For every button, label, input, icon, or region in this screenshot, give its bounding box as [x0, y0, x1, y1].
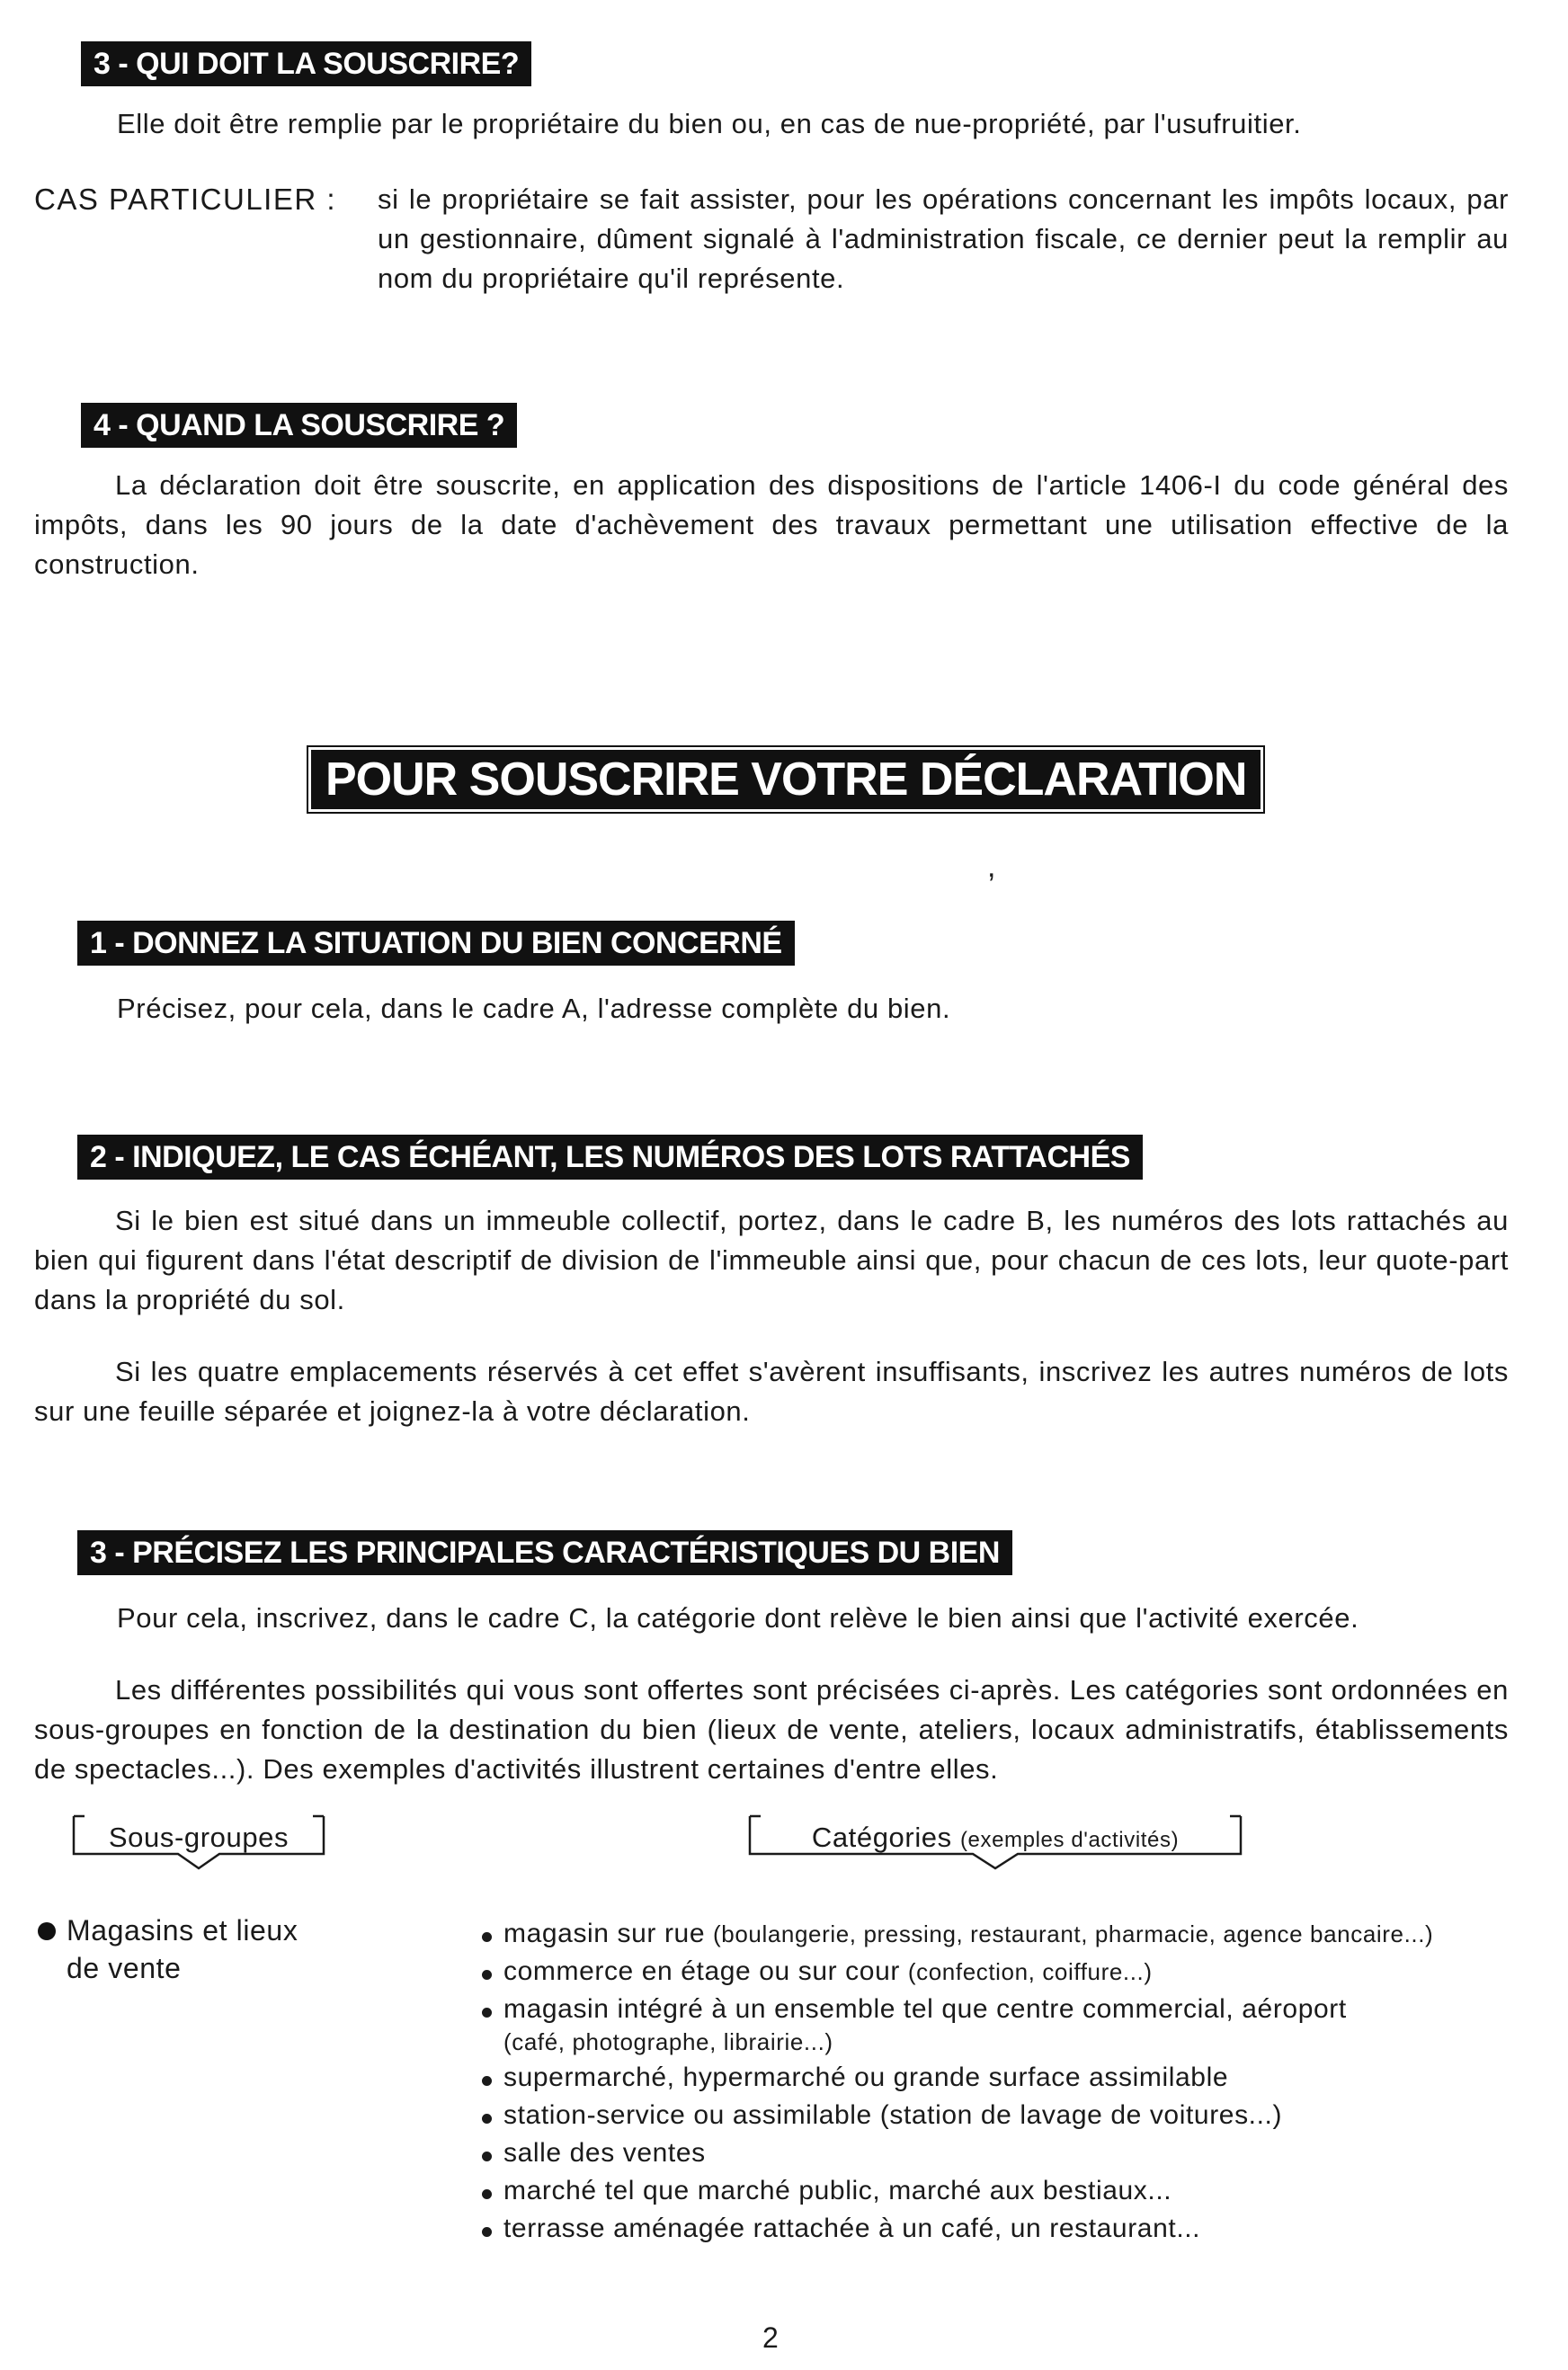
category-main: station-service ou assimilable (station de lavage de voitures...) — [503, 2100, 1283, 2130]
category-sub: (confection, coiffure...) — [907, 1958, 1153, 1985]
category-main: magasin sur rue — [503, 1919, 706, 1948]
category-item — [480, 2061, 1505, 2095]
category-sub: (boulangerie, pressing, restaurant, pharmacie, agence bancaire...) — [713, 1920, 1434, 1947]
category-item — [480, 1917, 1505, 1951]
heading-step1: 1 - DONNEZ LA SITUATION DU BIEN CONCERNÉ — [77, 921, 795, 966]
cas-particulier-label: CAS PARTICULIER : — [34, 183, 337, 216]
step1-text: Précisez, pour cela, dans le cadre A, l'adresse complète du bien. — [117, 993, 951, 1024]
heading-qui-doit-souscrire: 3 - QUI DOIT LA SOUSCRIRE? — [81, 41, 531, 86]
quand-text: La déclaration doit être souscrite, en application des dispositions de l'article 1406-I du code général des impôts, dans les 90 jours de la date d'achèvement des travaux permettant une utilisation effective de la construction. — [34, 469, 1509, 580]
categories-note: (exemples d'activités) — [959, 1828, 1180, 1852]
heading-step3: 3 - PRÉCISEZ LES PRINCIPALES CARACTÉRISTIQUES DU BIEN — [77, 1530, 1012, 1575]
category-item — [480, 2174, 1505, 2208]
category-item — [480, 1992, 1505, 2057]
categories-label: Catégories — [811, 1822, 952, 1853]
category-item — [480, 2212, 1505, 2246]
step3-text2: Les différentes possibilités qui vous sont offertes sont précisées ci-après. Les catégories sont ordonnées en sous-groupes en fonction de la destination du bien (lieux de vente, ateliers, locaux administratifs, établissements de spectacles...). Des exemples d'activités illustrent certaines d'entre elles. — [34, 1674, 1509, 1785]
category-main: salle des ventes — [503, 2138, 706, 2168]
categories-label-line — [748, 1818, 1243, 1860]
heading-quand-souscrire: 4 - QUAND LA SOUSCRIRE ? — [81, 403, 517, 448]
category-main: magasin intégré à un ensemble tel que centre commercial, aéroport — [503, 1994, 1347, 2024]
category-item — [480, 2136, 1505, 2170]
page-number: 2 — [762, 2321, 780, 2354]
heading-step2: 2 - INDIQUEZ, LE CAS ÉCHÉANT, LES NUMÉROS DES LOTS RATTACHÉS — [77, 1135, 1143, 1180]
category-main: marché tel que marché public, marché aux bestiaux... — [503, 2176, 1172, 2205]
category-main: supermarché, hypermarché ou grande surface assimilable — [503, 2063, 1229, 2092]
cas-particulier-text: si le propriétaire se fait assister, pour les opérations concernant les impôts locaux, par un gestionnaire, dûment signalé à l'administration fiscale, ce dernier peut la remplir au nom du propriétaire qu'il représente. — [378, 183, 1509, 294]
step2-text1: Si le bien est situé dans un immeuble collectif, portez, dans le cadre B, les numéros des lots rattachés au bien qui figurent dans l'état descriptif de division de l'immeuble ainsi que, pour chacun de ces lots, leur quote-part dans la propriété du sol. — [34, 1205, 1509, 1315]
group-bullet-icon — [38, 1922, 56, 1940]
category-item — [480, 1955, 1505, 1989]
category-item — [480, 2098, 1505, 2133]
categories-label-box — [748, 1813, 1243, 1872]
step2-text2: Si les quatre emplacements réservés à cet effet s'avèrent insuffisants, inscrivez les autres numéros de lots sur une feuille séparée et joignez-la à votre déclaration. — [34, 1356, 1509, 1427]
category-main: commerce en étage ou sur cour — [503, 1956, 900, 1986]
categories-list — [480, 1917, 1505, 2250]
group-name-line2: de vente — [67, 1952, 182, 1984]
sous-groupes-label-box — [72, 1813, 325, 1872]
stray-mark: , — [987, 850, 997, 884]
step3-text1: Pour cela, inscrivez, dans le cadre C, la catégorie dont relève le bien ainsi que l'activité exercée. — [117, 1602, 1359, 1634]
group-name-line1: Magasins et lieux — [67, 1914, 298, 1947]
category-sub: (café, photographe, librairie...) — [503, 2028, 833, 2055]
sous-groupes-label: Sous-groupes — [108, 1822, 290, 1853]
category-main: terrasse aménagée rattachée à un café, un restaurant... — [503, 2214, 1201, 2243]
main-title: POUR SOUSCRIRE VOTRE DÉCLARATION — [311, 750, 1261, 809]
qui-doit-text: Elle doit être remplie par le propriétaire du bien ou, en cas de nue-propriété, par l'usufruitier. — [117, 108, 1302, 139]
